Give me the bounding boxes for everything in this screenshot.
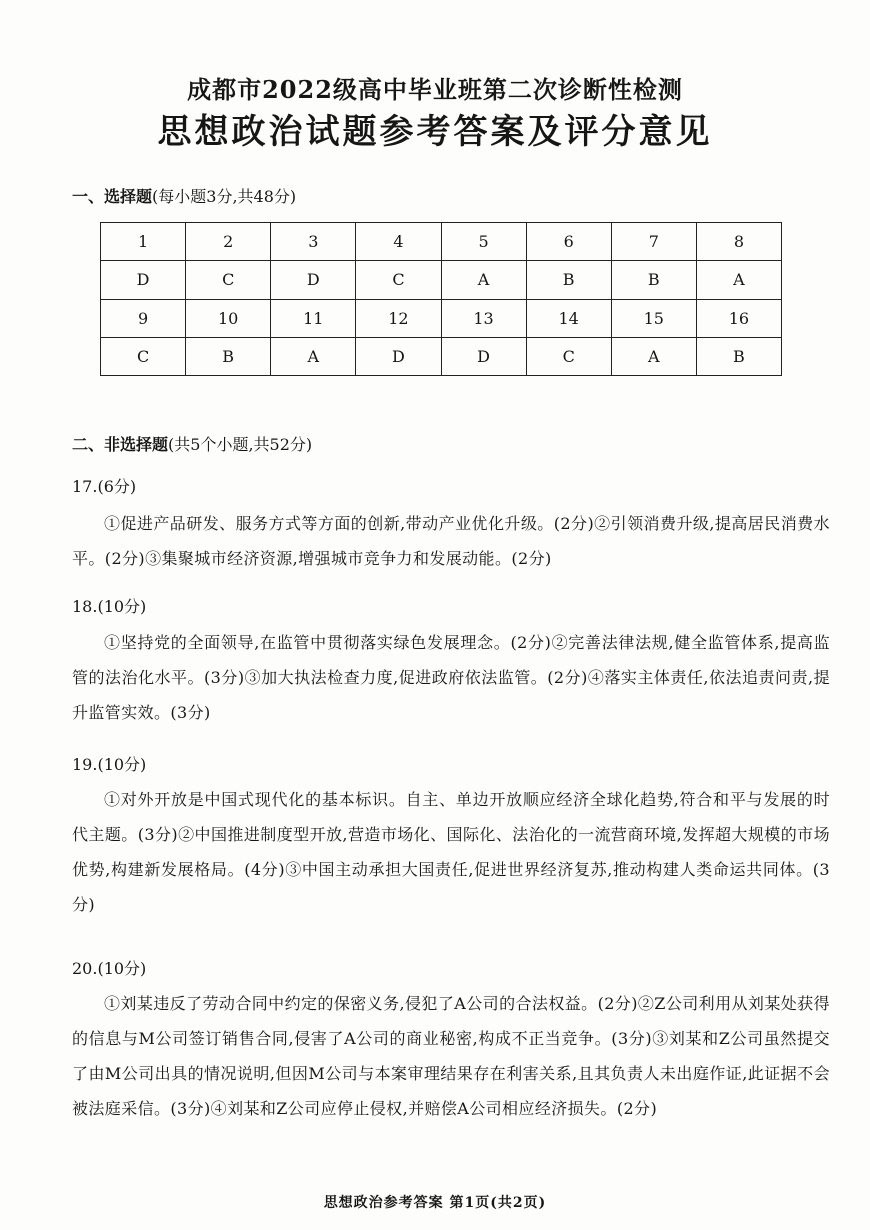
- table-row: [101, 261, 782, 299]
- table-row: [101, 337, 782, 375]
- question-18-answer: ①坚持党的全面领导,在监管中贯彻落实绿色发展理念。(2分)②完善法律法规,健全监管体系,提高监管的法治化水平。(3分)③加大执法检查力度,促进政府依法监管。(2分)④落实主体责任,依法追责问责,提升监管实效。(3分): [72, 633, 830, 722]
- question-number: 7: [611, 223, 696, 261]
- question-number: 14: [526, 299, 611, 337]
- question-number: 4: [356, 223, 441, 261]
- question-number: 16: [696, 299, 781, 337]
- question-17-label: 17.(6分): [72, 477, 137, 496]
- question-20-answer: ①刘某违反了劳动合同中约定的保密义务,侵犯了A公司的合法权益。(2分)②Z公司利用从刘某处获得的信息与M公司签订销售合同,侵害了A公司的商业秘密,构成不正当竞争。(3分)③刘某和Z公司虽然提交了由M公司出具的情况说明,但因M公司与本案审理结果存在利害关系,且其负责人未出庭作证,此证据不会被法庭采信。(3分)④刘某和Z公司应停止侵权,并赔偿A公司相应经济损失。(2分): [72, 994, 830, 1118]
- section2-heading: [72, 432, 312, 455]
- answer-letter: C: [356, 261, 441, 299]
- question-number: 3: [271, 223, 356, 261]
- question-number: 10: [186, 299, 271, 337]
- section2-title: 二、非选择题: [72, 435, 169, 454]
- answer-letter: D: [101, 261, 186, 299]
- question-number: 12: [356, 299, 441, 337]
- answer-letter: C: [186, 261, 271, 299]
- answer-letter: A: [271, 337, 356, 375]
- answer-letter: C: [526, 337, 611, 375]
- answer-letter: D: [356, 337, 441, 375]
- section1-note: (每小题3分,共48分): [152, 187, 297, 206]
- answer-letter: A: [611, 337, 696, 375]
- question-19-label: 19.(10分): [72, 755, 147, 774]
- section1-heading: [72, 184, 296, 207]
- question-19-answer: ①对外开放是中国式现代化的基本标识。自主、单边开放顺应经济全球化趋势,符合和平与发展的时代主题。(3分)②中国推进制度型开放,营造市场化、国际化、法治化的一流营商环境,发挥超大规模的市场优势,构建新发展格局。(4分)③中国主动承担大国责任,促进世界经济复苏,推动构建人类命运共同体。(3分): [72, 790, 830, 914]
- question-number: 15: [611, 299, 696, 337]
- exam-title: 成都市2022级高中毕业班第二次诊断性检测: [187, 75, 683, 104]
- answer-letter: B: [186, 337, 271, 375]
- question-20-label: 20.(10分): [72, 959, 147, 978]
- question-number: 13: [441, 299, 526, 337]
- answer-letter: B: [696, 337, 781, 375]
- answer-letter: A: [441, 261, 526, 299]
- answer-letter: D: [441, 337, 526, 375]
- question-number: 5: [441, 223, 526, 261]
- answer-letter: B: [526, 261, 611, 299]
- answer-letter: A: [696, 261, 781, 299]
- answer-letter: B: [611, 261, 696, 299]
- question-17-answer: ①促进产品研发、服务方式等方面的创新,带动产业优化升级。(2分)②引领消费升级,提高居民消费水平。(2分)③集聚城市经济资源,增强城市竞争力和发展动能。(2分): [72, 514, 830, 568]
- question-number: 2: [186, 223, 271, 261]
- question-number: 11: [271, 299, 356, 337]
- page-footer: 思想政治参考答案 第1页(共2页): [323, 1195, 547, 1211]
- question-number: 8: [696, 223, 781, 261]
- answer-table: [100, 222, 782, 376]
- table-row: [101, 223, 782, 261]
- answer-letter: D: [271, 261, 356, 299]
- section2-note: (共5个小题,共52分): [168, 435, 313, 454]
- question-18-label: 18.(10分): [72, 597, 147, 616]
- answer-letter: C: [101, 337, 186, 375]
- question-number: 6: [526, 223, 611, 261]
- table-row: [101, 299, 782, 337]
- question-number: 1: [101, 223, 186, 261]
- document-title: 思想政治试题参考答案及评分意见: [157, 112, 713, 152]
- question-number: 9: [101, 299, 186, 337]
- section1-title: 一、选择题: [72, 187, 153, 206]
